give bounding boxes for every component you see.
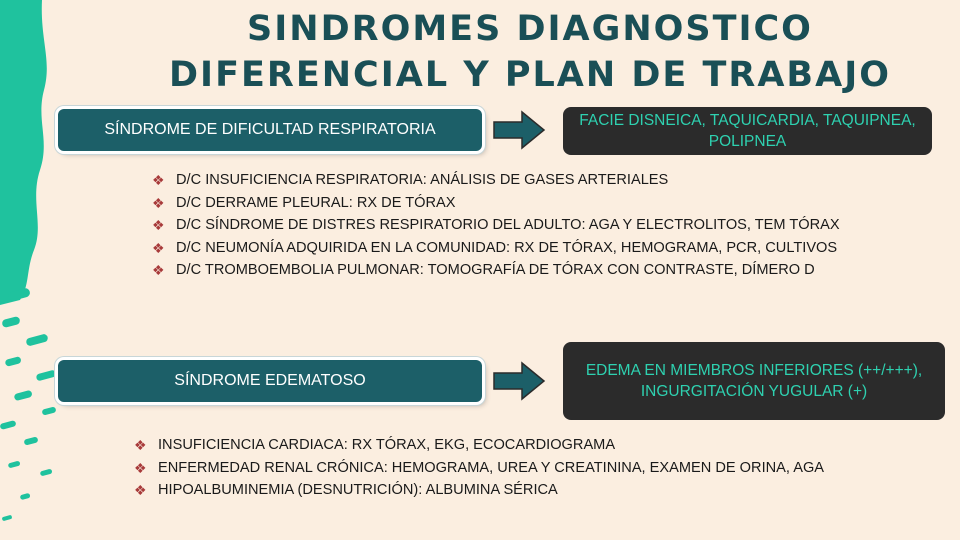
title-line-1: SINDROMES DIAGNOSTICO bbox=[247, 9, 813, 49]
diamond-bullet-icon: ❖ bbox=[134, 459, 147, 476]
diamond-bullet-icon: ❖ bbox=[152, 262, 165, 278]
diagnosis-list-respiratory bbox=[150, 169, 922, 282]
diamond-bullet-icon: ❖ bbox=[152, 217, 165, 233]
decorative-stripes bbox=[0, 0, 70, 540]
list-item: ❖ ENFERMEDAD RENAL CRÓNICA: HEMOGRAMA, UREA Y CREATININA, EXAMEN DE ORINA, AGA bbox=[132, 457, 904, 480]
diamond-bullet-icon: ❖ bbox=[152, 194, 165, 211]
list-item: ❖ D/C NEUMONÍA ADQUIRIDA EN LA COMUNIDAD: RX DE TÓRAX, HEMOGRAMA, PCR, CULTIVOS bbox=[150, 237, 922, 260]
list-item: ❖ HIPOALBUMINEMIA (DESNUTRICIÓN): ALBUMINA SÉRICA bbox=[132, 479, 904, 502]
syndrome-box-respiratory: SÍNDROME DE DIFICULTAD RESPIRATORIA bbox=[58, 109, 482, 151]
findings-box-edematous: EDEMA EN MIEMBROS INFERIORES (++/+++), INGURGITACIÓN YUGULAR (+) bbox=[563, 342, 945, 420]
list-item: ❖ D/C SÍNDROME DE DISTRES RESPIRATORIO DEL ADULTO: AGA Y ELECTROLITOS, TEM TÓRAX bbox=[150, 214, 922, 237]
findings-box-respiratory: FACIE DISNEICA, TAQUICARDIA, TAQUIPNEA, POLIPNEA bbox=[563, 107, 932, 155]
right-arrow-icon bbox=[492, 110, 546, 150]
diamond-bullet-icon: ❖ bbox=[134, 437, 147, 453]
list-item: ❖ D/C INSUFICIENCIA RESPIRATORIA: ANÁLISIS DE GASES ARTERIALES bbox=[150, 169, 922, 192]
list-item: ❖ D/C DERRAME PLEURAL: RX DE TÓRAX bbox=[150, 192, 922, 215]
diamond-bullet-icon: ❖ bbox=[152, 239, 165, 256]
list-item: ❖ D/C TROMBOEMBOLIA PULMONAR: TOMOGRAFÍA DE TÓRAX CON CONTRASTE, DÍMERO D bbox=[150, 259, 922, 282]
syndrome-box-edematous: SÍNDROME EDEMATOSO bbox=[58, 360, 482, 402]
title-line-2: DIFERENCIAL Y PLAN DE TRABAJO bbox=[169, 55, 891, 95]
slide-title bbox=[120, 6, 940, 98]
diamond-bullet-icon: ❖ bbox=[152, 172, 165, 188]
diamond-bullet-icon: ❖ bbox=[134, 482, 147, 498]
right-arrow-icon bbox=[492, 361, 546, 401]
diagnosis-list-edematous bbox=[132, 434, 904, 502]
list-item: ❖ INSUFICIENCIA CARDIACA: RX TÓRAX, EKG, ECOCARDIOGRAMA bbox=[132, 434, 904, 457]
